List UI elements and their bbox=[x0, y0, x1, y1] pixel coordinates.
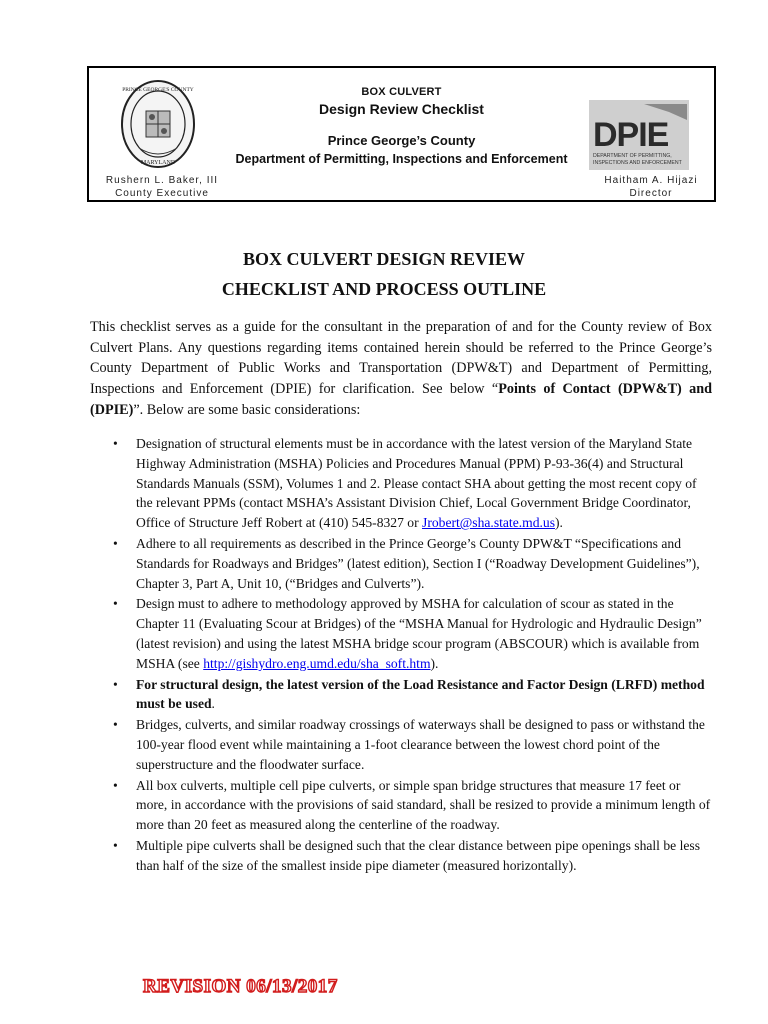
intro-paragraph bbox=[90, 317, 712, 421]
seal-text-top: PRINCE GEORGE'S COUNTY bbox=[122, 87, 194, 93]
director-name: Haitham A. Hijazi bbox=[604, 175, 698, 186]
abscour-link[interactable]: http://gishydro.eng.umd.edu/sha_soft.htm bbox=[203, 655, 431, 671]
doc-title: Design Review Checklist bbox=[319, 101, 484, 117]
county-executive-block bbox=[97, 174, 227, 200]
letterhead-center bbox=[209, 86, 594, 166]
considerations-list bbox=[90, 434, 712, 877]
seal-text-bottom: MARYLAND bbox=[140, 160, 176, 166]
bullet-flood-text: Bridges, culverts, and similar roadway crossings of waterways shall be designed to pass or withstand the 100-year flood event while maintaining a 1-foot clearance between the lowest chord point of the superstructure and the floodwater surface. bbox=[136, 717, 705, 772]
dpie-logo-icon bbox=[589, 100, 689, 170]
county-executive-name: Rushern L. Baker, III bbox=[105, 175, 219, 186]
document-title-line-1: BOX CULVERT DESIGN REVIEW bbox=[243, 249, 525, 269]
list-item bbox=[90, 836, 712, 876]
list-item bbox=[90, 434, 712, 533]
document-title bbox=[0, 244, 768, 304]
list-item bbox=[90, 594, 712, 673]
bullet-resize-text: All box culverts, multiple cell pipe culverts, or simple span bridge structures that measure 17 feet or more, in accordance with the provisions of said standard, shall be resized to provide a minimum length of more than 20 feet as measured along the centerline of the roadway. bbox=[136, 777, 711, 833]
document-title-line-2: CHECKLIST AND PROCESS OUTLINE bbox=[221, 279, 547, 299]
bullet-scour-tail: ). bbox=[430, 655, 439, 671]
county-executive-title: County Executive bbox=[115, 188, 209, 199]
intro-contacts-bold: Points of Contact (DPW&T) and (DPIE) bbox=[90, 381, 712, 418]
bullet-msha-tail: ). bbox=[554, 515, 563, 531]
intro-tail: ”. Below are some basic considerations: bbox=[133, 401, 361, 418]
doc-type: BOX CULVERT bbox=[361, 86, 442, 98]
revision-stamp: REVISION 06/13/2017 bbox=[143, 976, 338, 997]
list-item bbox=[90, 675, 712, 715]
bullet-scour-text: Design must to adhere to methodology approved by MSHA for calculation of scour as stated in the Chapter 11 (Evaluating Scour at Bridges) of the “MSHA Manual for Hydrologic and Hydraulic Design” (latest revision) and using the latest MSHA bridge scour program (ABSCOUR) which is available from MSHA (see bbox=[136, 596, 702, 671]
dpie-logo-subtext-2: INSPECTIONS AND ENFORCEMENT bbox=[593, 160, 682, 166]
bullet-dpwt-text: Adhere to all requirements as described in the Prince George’s County DPW&T “Specifications and Standards for Roadways and Bridges” (latest edition), Section I (“Roadway Development Guidelines”), Chapter 3, Part A, Unit 10, (“Bridges and Culverts”). bbox=[136, 535, 700, 591]
director-block bbox=[596, 174, 706, 200]
bullet-pipe-text: Multiple pipe culverts shall be designed such that the clear distance between pipe openings shall be less than half of the size of the smallest inside pipe diameter (measured horizontally). bbox=[136, 837, 700, 873]
department-name: Department of Permitting, Inspections and Enforcement bbox=[235, 152, 568, 166]
county-seal-icon bbox=[119, 78, 197, 170]
county-name: Prince George’s County bbox=[327, 133, 476, 148]
intro-text: This checklist serves as a guide for the consultant in the preparation of and for the County review of Box Culvert Plans. Any questions regarding items contained herein should be referred to the Prince George’s County Department of Public Works and Transportation (DPW&T) and Department of Permitting, Inspections and Enforcement (DPIE) for clarification. See below “ bbox=[90, 319, 712, 398]
bullet-lrfd-tail: . bbox=[211, 696, 215, 712]
director-title: Director bbox=[629, 188, 673, 199]
list-item bbox=[90, 534, 712, 593]
list-item bbox=[90, 776, 712, 835]
bullet-msha-text: Designation of structural elements must be in accordance with the latest version of the Maryland State Highway Administration (MSHA) Policies and Procedures Manual (PPM) P-93-36(4) and Structural Standards Manuals (SSM), Volumes 1 and 2. Please contact SHA about getting the most recent copy of the relevant PPMs (contact MSHA’s Assistant Division Chief, Local Government Bridge Coordinator, Office of Structure Jeff Robert at (410) 545-8327 or bbox=[136, 436, 697, 531]
bullet-lrfd-bold: For structural design, the latest version of the Load Resistance and Factor Design (LRFD) method must be used bbox=[136, 676, 705, 712]
list-item bbox=[90, 715, 712, 774]
dpie-logo-text: DPIE bbox=[593, 116, 669, 154]
letterhead bbox=[87, 66, 716, 202]
email-link[interactable]: Jrobert@sha.state.md.us bbox=[422, 515, 555, 531]
dpie-logo-subtext-1: DEPARTMENT OF PERMITTING, bbox=[593, 153, 672, 159]
